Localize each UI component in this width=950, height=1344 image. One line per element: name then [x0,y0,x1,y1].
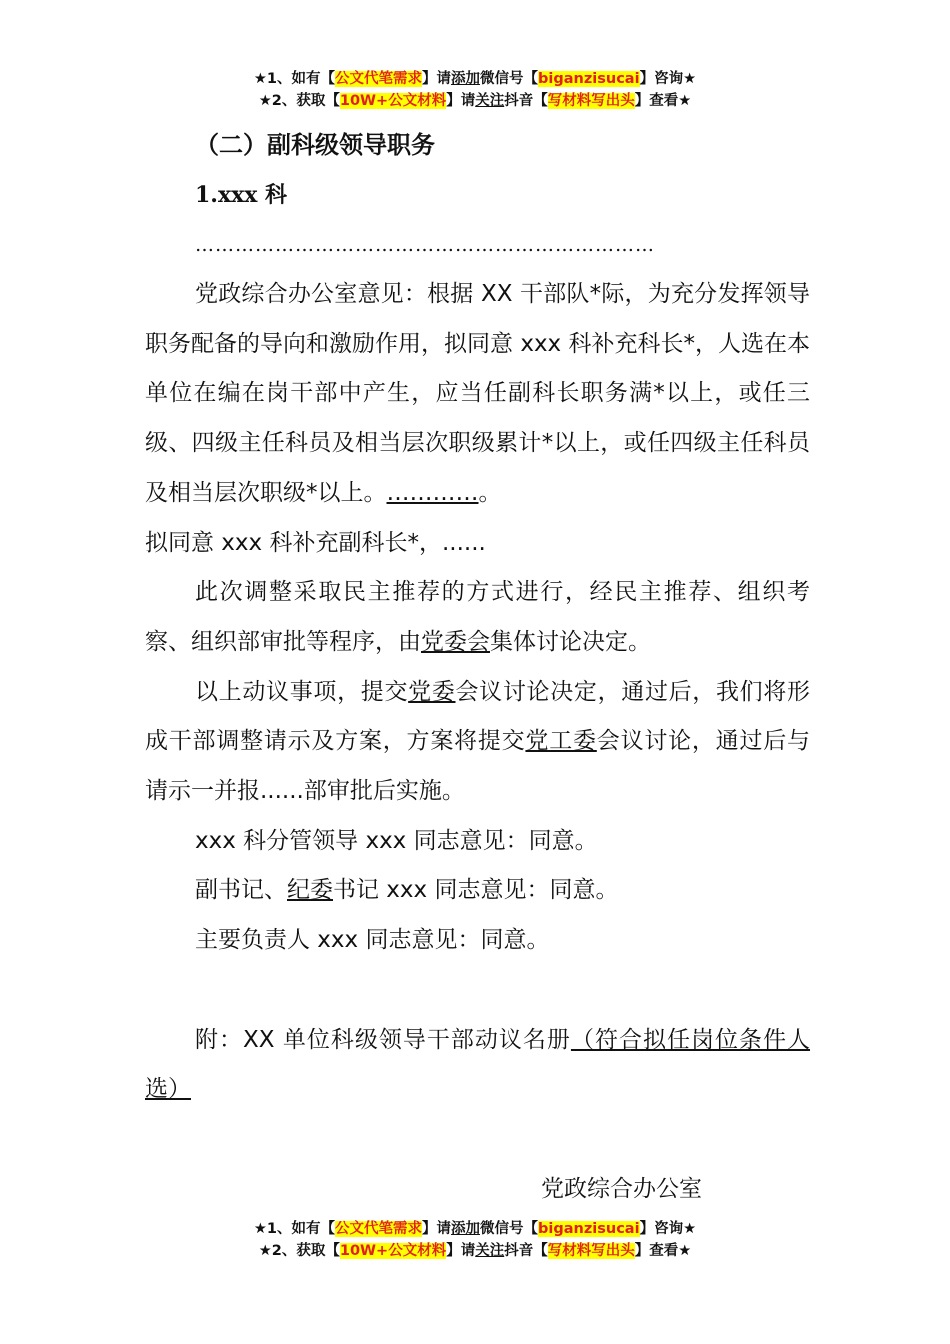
highlight-text: 10W+公文材料 [339,93,447,109]
spacer [145,966,810,1016]
highlight-text: 公文代笔需求 [335,1221,423,1237]
paragraph-submission: 以上动议事项，提交党委会议讨论决定，通过后，我们将形成干部调整请示及方案，方案将提交党工委会议讨论，通过后与请示一并报......部审批后实施。 [145,678,811,805]
attachment-note: 附：XX 单位科级领导干部动议名册（符合拟任岗位条件人选） [145,1026,811,1103]
spacer [145,1115,810,1165]
ellipsis-line: …………………………………………………………… [195,234,655,256]
paragraph-deputy: 拟同意 xxx 科补充副科长*，...... [145,529,486,556]
paragraph-opinion: 党政综合办公室意见：根据 XX 干部队*际，为充分发挥领导职务配备的导向和激励作用，拟同意 xxx 科补充科长*，人选在本单位在编在岗干部中产生，应当任副科长职务满*以上，或任三级、四级主任科员及相当层次职级累计*以上，或任四级主任科员及相当层次职级*以上。…………。 [145,281,810,506]
promo-banner-bottom [0,1218,950,1262]
document-body [145,120,810,1214]
promo-line-1: ★1、如有【公文代笔需求】请添加微信号【biganzisucai】咨询★ [253,71,697,87]
signature-office: 党政综合办公室 [541,1175,702,1202]
section-heading: （二）副科级领导职务 [195,131,435,159]
douyin-id: 写材料写出头 [547,1243,635,1259]
wechat-id: biganzisucai [538,1221,640,1237]
subsection-heading: 1.xxx 科 [195,182,287,208]
paragraph-procedure: 此次调整采取民主推荐的方式进行，经民主推荐、组织考察、组织部审批等程序，由党委会集体讨论决定。 [145,579,810,655]
paragraph-deputy-secretary-opinion: 副书记、纪委书记 xxx 同志意见：同意。 [195,877,619,904]
douyin-id: 写材料写出头 [547,93,635,109]
highlight-text: 10W+公文材料 [339,1243,447,1259]
promo-line-2: ★2、获取【10W+公文材料】请关注抖音【写材料写出头】查看★ [258,1243,692,1259]
promo-line-2: ★2、获取【10W+公文材料】请关注抖音【写材料写出头】查看★ [258,93,692,109]
paragraph-leader-opinion: xxx 科分管领导 xxx 同志意见：同意。 [195,827,598,854]
paragraph-head-opinion: 主要负责人 xxx 同志意见：同意。 [195,927,550,954]
promo-line-1: ★1、如有【公文代笔需求】请添加微信号【biganzisucai】咨询★ [253,1221,697,1237]
wechat-id: biganzisucai [538,71,640,87]
highlight-text: 公文代笔需求 [335,71,423,87]
promo-banner-top [0,68,950,112]
